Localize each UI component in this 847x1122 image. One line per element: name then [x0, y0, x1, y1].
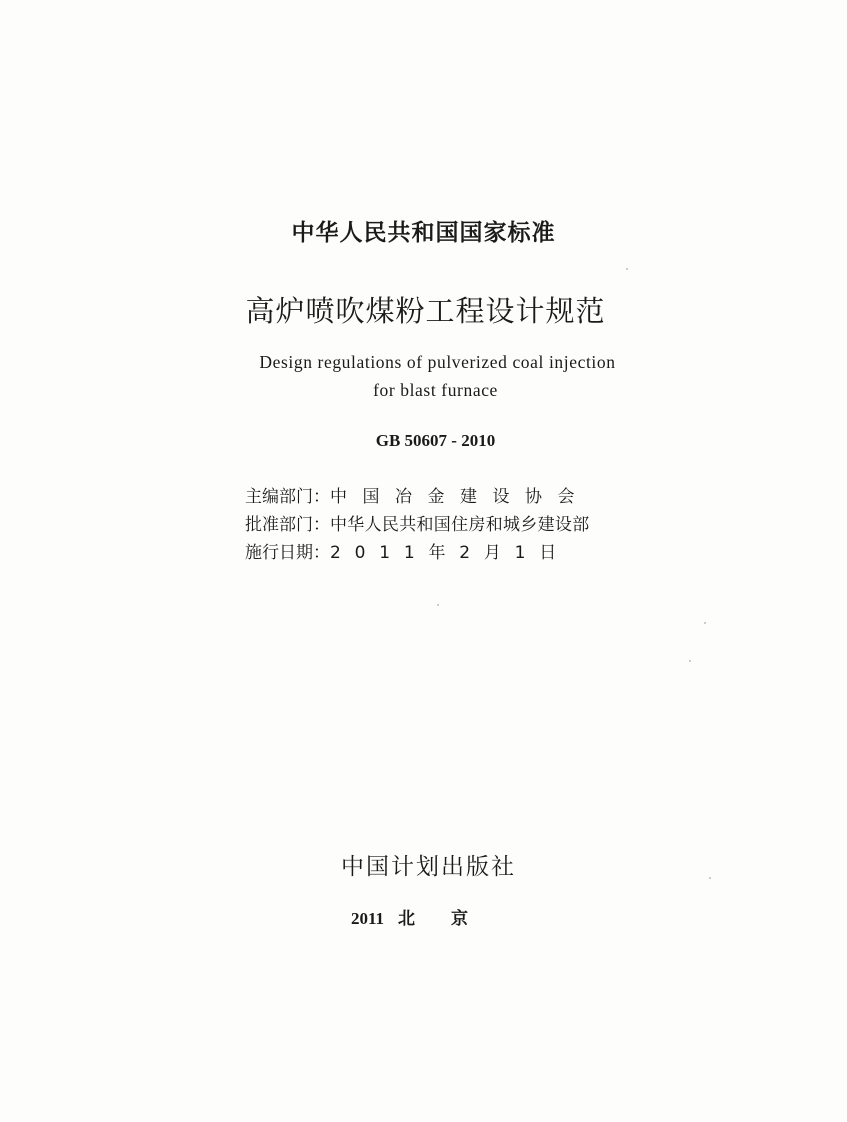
national-standard-heading: 中华人民共和国国家标准 — [291, 220, 556, 246]
standard-number: GB 50607 - 2010 — [375, 431, 496, 450]
publication-year: 2011 — [350, 909, 385, 928]
publisher-name: 中国计划出版社 — [341, 854, 516, 880]
approval-department-value: 中华人民共和国住房和城乡建设部 — [330, 515, 590, 535]
scan-speck — [626, 268, 628, 270]
document-title-english-line2: for blast furnace — [373, 380, 498, 400]
effective-date-value: 2011年2月1日 — [330, 543, 571, 563]
editor-department-row — [245, 482, 590, 507]
editor-department-label: 主编部门： — [245, 487, 330, 507]
scan-speck — [689, 660, 691, 662]
scan-speck — [709, 877, 711, 879]
document-title-chinese: 高炉喷吹煤粉工程设计规范 — [245, 294, 606, 328]
approval-department-row — [245, 510, 590, 535]
scan-speck — [437, 604, 439, 606]
publication-place-year — [4, 904, 847, 929]
effective-date-label: 施行日期： — [245, 543, 330, 563]
effective-date-row — [245, 538, 570, 563]
publication-city: 北京 — [398, 909, 505, 928]
document-title-english-line1: Design regulations of pulverized coal injection — [259, 352, 616, 372]
editor-department-value: 中国冶金建设协会 — [330, 487, 590, 507]
approval-department-label: 批准部门： — [245, 515, 330, 535]
scan-speck — [704, 622, 706, 624]
